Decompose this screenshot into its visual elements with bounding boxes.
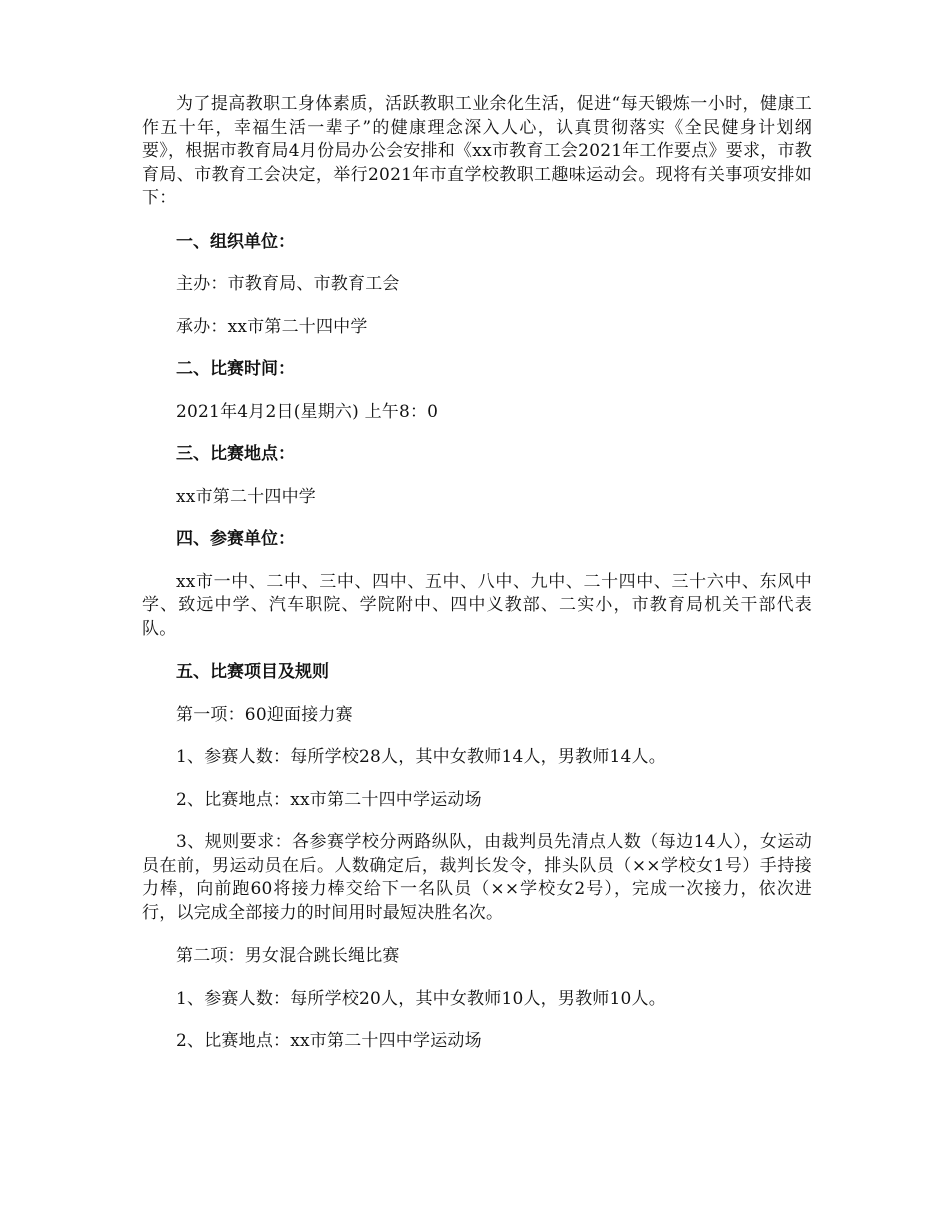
section-heading-events: 五、比赛项目及规则	[176, 662, 329, 682]
event1-venue: 2、比赛地点：xx市第二十四中学运动场	[176, 789, 482, 810]
event1-rules: 3、规则要求：各参赛学校分两路纵队，由裁判员先清点人数（每边14人），女运动员在前，男运动员在后。人数确定后，裁判长发令，排头队员（××学校女1号）手持接力棒，向前跑60将接力棒交给下一名队员（××学校女2号），完成一次接力，依次进行，以完成全部接力的时间用时最短决胜名次。	[142, 832, 812, 923]
event1-title: 第一项：60迎面接力赛	[176, 704, 353, 725]
section-heading-participants: 四、参赛单位：	[176, 529, 295, 549]
competition-time: 2021年4月2日(星期六) 上午8：0	[176, 401, 439, 422]
section-heading-time: 二、比赛时间：	[176, 359, 295, 379]
section-heading-organizers: 一、组织单位：	[176, 231, 295, 252]
host-line: 主办：市教育局、市教育工会	[176, 274, 400, 294]
participating-units: xx市一中、二中、三中、四中、五中、八中、九中、二十四中、三十六中、东风中学、致远中学、汽车职院、学院附中、四中义教部、二实小，市教育局机关干部代表队。	[142, 571, 812, 639]
section-heading-venue: 三、比赛地点：	[176, 444, 295, 464]
organizer-line: 承办：xx市第二十四中学	[176, 316, 368, 337]
event2-title: 第二项：男女混合跳长绳比赛	[176, 946, 400, 966]
competition-venue: xx市第二十四中学	[176, 486, 316, 507]
event2-participants: 1、参赛人数：每所学校20人，其中女教师10人，男教师10人。	[176, 988, 666, 1009]
event1-participants: 1、参赛人数：每所学校28人，其中女教师14人，男教师14人。	[176, 747, 666, 767]
document-page	[142, 93, 812, 1054]
intro-paragraph: 为了提高教职工身体素质，活跃教职工业余化生活，促进“每天锻炼一小时，健康工作五十年，幸福生活一辈子”的健康理念深入人心，认真贯彻落实《全民健身计划纲要》，根据市教育局4月份局办公会安排和《xx市教育工会2021年工作要点》要求，市教育局、市教育工会决定，举行2021年市直学校教职工趣味运动会。现将有关事项安排如下：	[142, 94, 812, 208]
event2-venue: 2、比赛地点：xx市第二十四中学运动场	[176, 1031, 482, 1051]
